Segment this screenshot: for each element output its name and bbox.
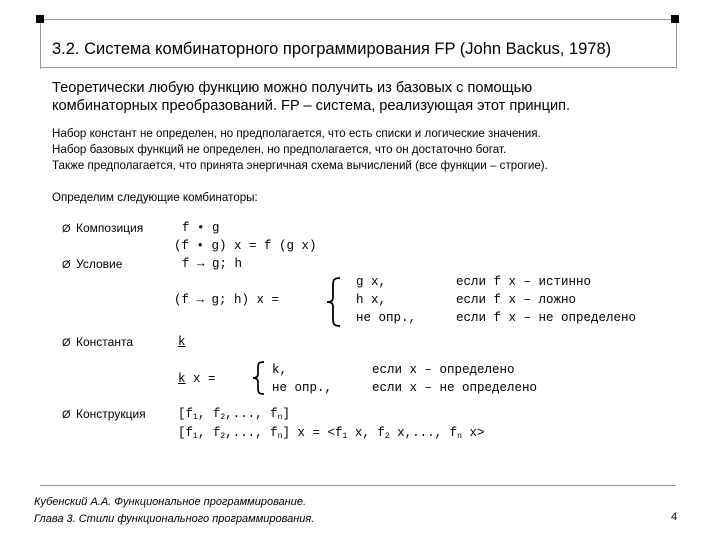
intro-line-1: Теоретически любую функцию можно получить из базовых с помощью — [52, 80, 533, 96]
constant-notation: k — [178, 335, 186, 349]
arrow-bullet-icon: Ø — [62, 223, 71, 235]
assumption-line-1: Набор констант не определен, но предполагается, что есть списки и логические значения. — [52, 127, 541, 140]
composition-rule: (f • g) x = f (g x) — [174, 239, 317, 253]
constant-rule — [178, 372, 216, 386]
constant-case-2-value: не опр., — [272, 381, 333, 395]
constant-rule-k: k — [178, 372, 186, 386]
bullet-condition — [62, 257, 122, 271]
assumption-line-2: Набор базовых функций не определен, но предполагается, что он достаточно богат. — [52, 143, 507, 156]
slide-title: 3.2. Система комбинаторного программирования FP (John Backus, 1978) — [52, 40, 612, 58]
condition-case-3-value: не опр., — [356, 311, 417, 325]
constant-brace — [252, 361, 266, 395]
construction-notation: [$f_1$, $f_2$,..., $f_n$] — [178, 407, 290, 422]
header-rule — [40, 67, 676, 68]
condition-case-2-when: если f x – ложно — [456, 293, 577, 307]
combinators-intro: Определим следующие комбинаторы: — [52, 191, 258, 204]
construction-label: Конструкция — [76, 407, 146, 421]
bullet-composition — [62, 221, 143, 235]
composition-notation: f • g — [182, 221, 220, 235]
constant-case-1-value: k, — [272, 363, 288, 377]
condition-notation: f → g; h — [182, 257, 243, 271]
corner-square-top-right — [671, 15, 679, 23]
condition-case-3-when: если f x – не определено — [456, 311, 637, 325]
condition-case-1-when: если f x – истинно — [456, 275, 592, 289]
intro-line-2: комбинаторных преобразований. FP – система, реализующая этот принцип. — [52, 98, 571, 114]
condition-rule-lhs: (f → g; h) x = — [174, 293, 280, 307]
arrow-bullet-icon: Ø — [62, 409, 71, 421]
construction-rule: [$f_1$, $f_2$,..., $f_n$] $x = <f_1$ x, $f_2$ x,..., $f_n$ x> — [178, 426, 485, 441]
bullet-constant — [62, 335, 133, 349]
constant-case-2-when: если x – не определено — [372, 381, 538, 395]
condition-brace — [326, 277, 342, 327]
footer-line-1: Кубенский А.А. Функциональное программирование. — [34, 496, 307, 508]
footer-rule — [40, 485, 676, 486]
condition-case-1-value: g x, — [356, 275, 387, 289]
constant-rule-rest: x = — [185, 372, 216, 386]
condition-label: Условие — [76, 257, 123, 271]
condition-case-2-value: h x, — [356, 293, 387, 307]
page-number: 4 — [671, 511, 678, 523]
constant-case-1-when: если x – определено — [372, 363, 515, 377]
composition-label: Композиция — [76, 221, 144, 235]
footer-line-2: Глава 3. Стили функционального программирования. — [34, 513, 315, 525]
constant-label: Константа — [76, 335, 133, 349]
arrow-bullet-icon: Ø — [62, 259, 71, 271]
arrow-bullet-icon: Ø — [62, 337, 71, 349]
corner-square-top-left — [36, 15, 44, 23]
bullet-construction — [62, 407, 146, 421]
assumption-line-3: Также предполагается, что принята энергичная схема вычислений (все функции – строгие). — [52, 159, 548, 172]
